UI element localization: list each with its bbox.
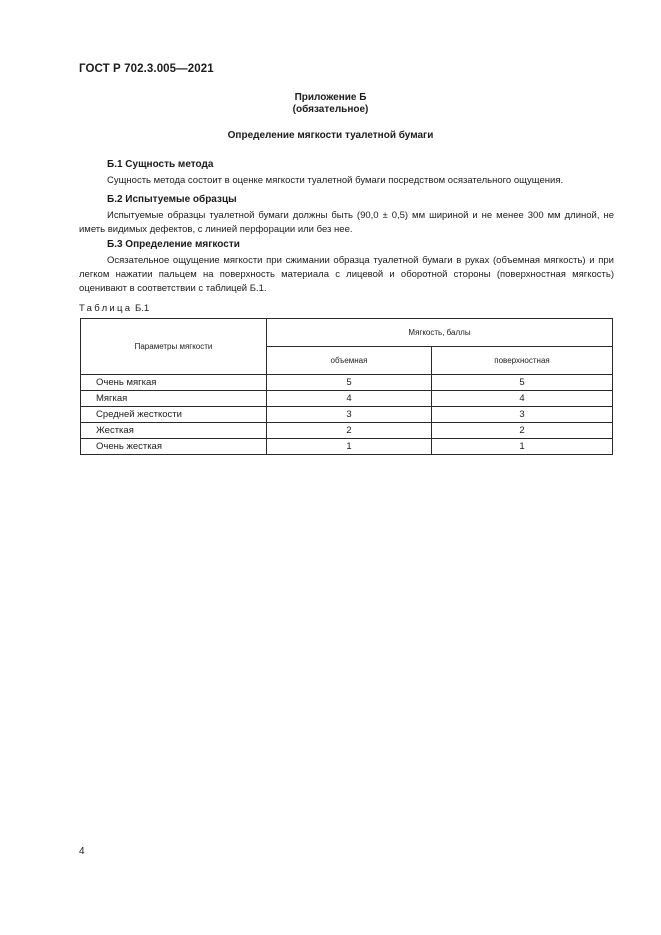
- row-volume-value: 5: [267, 375, 432, 391]
- table-caption-number: Б.1: [135, 303, 150, 314]
- row-volume-value: 4: [267, 391, 432, 407]
- table-caption: [79, 303, 149, 314]
- header-softness-points: Мягкость, баллы: [267, 319, 613, 347]
- row-name: Средней жесткости: [81, 407, 267, 423]
- table-row: [81, 439, 613, 455]
- table-row: [81, 423, 613, 439]
- row-surface-value: 3: [432, 407, 613, 423]
- row-volume-value: 3: [267, 407, 432, 423]
- section-heading-b1: Б.1 Сущность метода: [107, 159, 214, 170]
- section-text-b1: Сущность метода состоит в оценке мягкости туалетной бумаги посредством осязательного ощущения.: [107, 175, 564, 186]
- table-row: [81, 391, 613, 407]
- row-surface-value: 5: [432, 375, 613, 391]
- row-volume-value: 2: [267, 423, 432, 439]
- section-text-b3: Осязательное ощущение мягкости при сжимании образца туалетной бумаги в руках (объемная мягкость) и при легком нажатии пальцем на поверхность материала с лицевой и оборотной стороны (поверхностная мягкость) оценивают в соответствии с таблицей Б.1.: [79, 255, 614, 294]
- row-volume-value: 1: [267, 439, 432, 455]
- header-volume: объемная: [267, 347, 432, 375]
- row-name: Мягкая: [81, 391, 267, 407]
- row-surface-value: 4: [432, 391, 613, 407]
- header-parameters: Параметры мягкости: [81, 319, 267, 375]
- appendix-subject: Определение мягкости туалетной бумаги: [227, 130, 434, 141]
- page-number: 4: [79, 846, 85, 857]
- table-row: [81, 375, 613, 391]
- section-heading-b3: Б.3 Определение мягкости: [107, 239, 240, 250]
- softness-table: [80, 318, 613, 455]
- table-row: [81, 407, 613, 423]
- appendix-title: Приложение Б: [294, 92, 367, 103]
- header-surface: поверхностная: [432, 347, 613, 375]
- table-caption-word: Таблица: [79, 303, 133, 314]
- row-surface-value: 2: [432, 423, 613, 439]
- row-name: Жесткая: [81, 423, 267, 439]
- section-text-b2: Испытуемые образцы туалетной бумаги должны быть (90,0 ± 0,5) мм шириной и не менее 300 мм длиной, не иметь видимых дефектов, с линией перфорации или без нее.: [79, 210, 614, 235]
- standard-code: ГОСТ Р 702.3.005—2021: [79, 63, 214, 75]
- section-heading-b2: Б.2 Испытуемые образцы: [107, 194, 237, 205]
- appendix-status: (обязательное): [292, 104, 369, 115]
- row-name: Очень мягкая: [81, 375, 267, 391]
- row-name: Очень жесткая: [81, 439, 267, 455]
- row-surface-value: 1: [432, 439, 613, 455]
